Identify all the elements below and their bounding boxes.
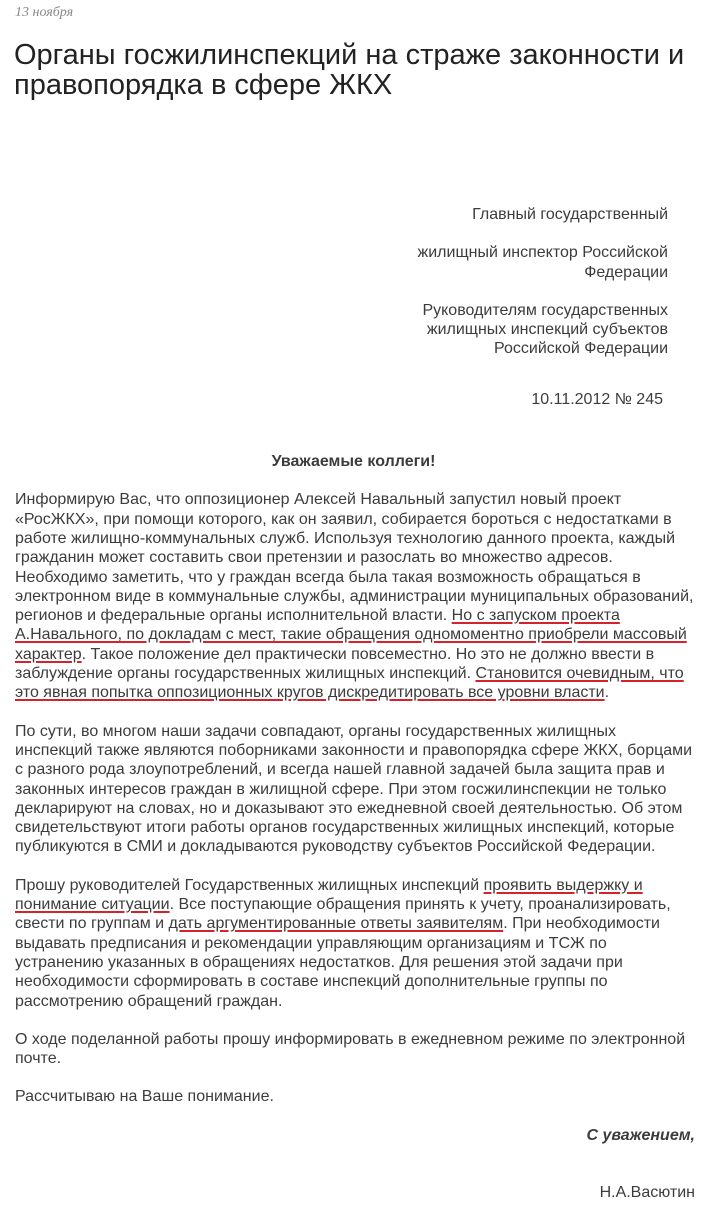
paragraph-text: Прошу руководителей Государственных жилищных инспекций <box>15 876 484 894</box>
sender-title <box>15 205 695 224</box>
letter-date-number: 10.11.2012 № 245 <box>531 390 663 408</box>
paragraph-3 <box>15 876 695 1011</box>
sender-position <box>15 243 695 282</box>
article-title: Органы госжилинспекций на страже законности и правопорядка в сфере ЖКХ <box>14 39 685 101</box>
paragraph-text: . <box>604 684 610 702</box>
sender-title-line: Главный государственный <box>472 206 668 223</box>
sender-position-line: Федерации <box>584 263 668 281</box>
paragraph-text: . Все поступающие обращения принять к учету, проанализировать, свести по группам и <box>15 896 671 933</box>
paragraph-text: Информирую Вас, что оппозиционер Алексей Навальный запустил новый проект «РосЖКХ», при помощи которого, как он заявил, собирается бороться с недостатками в работе жилищно-коммунальных служб. Используя технологию данного проекта, каждый гражданин может составить свои претензии и разослать во множество адресов. Необходимо заметить, что у граждан всегда была такая возможность обращаться в электронном виде в коммунальные службы, администрации муниципальных образований, регионов и федеральные органы исполнительной власти. <box>15 491 694 625</box>
recipients <box>15 301 695 359</box>
highlighted-text: Но с запуском проекта А.Навального, по докладам с мест, такие обращения одномоментно приобрели массовый характер <box>15 607 687 663</box>
letter-closing: С уважением, <box>586 1126 695 1144</box>
recipients-line: Руководителям государственных <box>422 301 668 319</box>
article-date: 13 ноября <box>15 5 74 20</box>
sender-position-line: жилищный инспектор Российской <box>417 244 668 262</box>
paragraph-text: . Такое положение дел практически повсеместно. Но это не должно ввести в заблуждение органы государственных жилищных инспекций. <box>15 645 655 683</box>
letter-greeting: Уважаемые коллеги! <box>271 453 436 471</box>
highlighted-text: Становится очевидным, что это явная попытка оппозиционных кругов дискредитировать все уровни власти <box>15 665 684 702</box>
highlighted-text: дать аргументированные ответы заявителям <box>168 915 504 933</box>
highlighted-text: проявить выдержку и понимание ситуации <box>15 876 643 914</box>
paragraph-1 <box>15 490 695 702</box>
recipients-line: Российской Федерации <box>494 340 668 358</box>
recipients-line: жилищных инспекций субъектов <box>426 321 668 339</box>
paragraph-2: По сути, во многом наши задачи совпадают, органы государственных жилищных инспекций также являются поборниками законности и правопорядка сфере ЖКХ, борцами с разного рода злоупотреблений, и всегда нашей главной задачей была защита прав и законных интересов граждан в жилищной сфере. При этом госжилинспекции не только декларируют на словах, но и доказывают это ежедневной своей деятельностью. Об этом свидетельствуют итоги работы органов государственных жилищных инспекций, которые публикуются в СМИ и докладываются руководству субъектов Российской Федерации. <box>15 722 693 856</box>
letter-signature: Н.А.Васютин <box>599 1183 695 1201</box>
letter-body <box>15 205 695 1202</box>
paragraph-5: Рассчитываю на Ваше понимание. <box>15 1088 274 1106</box>
paragraph-text: . При необходимости выдавать предписания и рекомендации управляющим организациям и ТСЖ по устранению указанных в обращениях недостатков. Для решения этой задачи при необходимости сформировать в составе инспекций дополнительные группы по рассмотрению обращений граждан. <box>15 915 660 1010</box>
paragraph-4: О ходе поделанной работы прошу информировать в ежедневном режиме по электронной почте. <box>15 1030 686 1068</box>
